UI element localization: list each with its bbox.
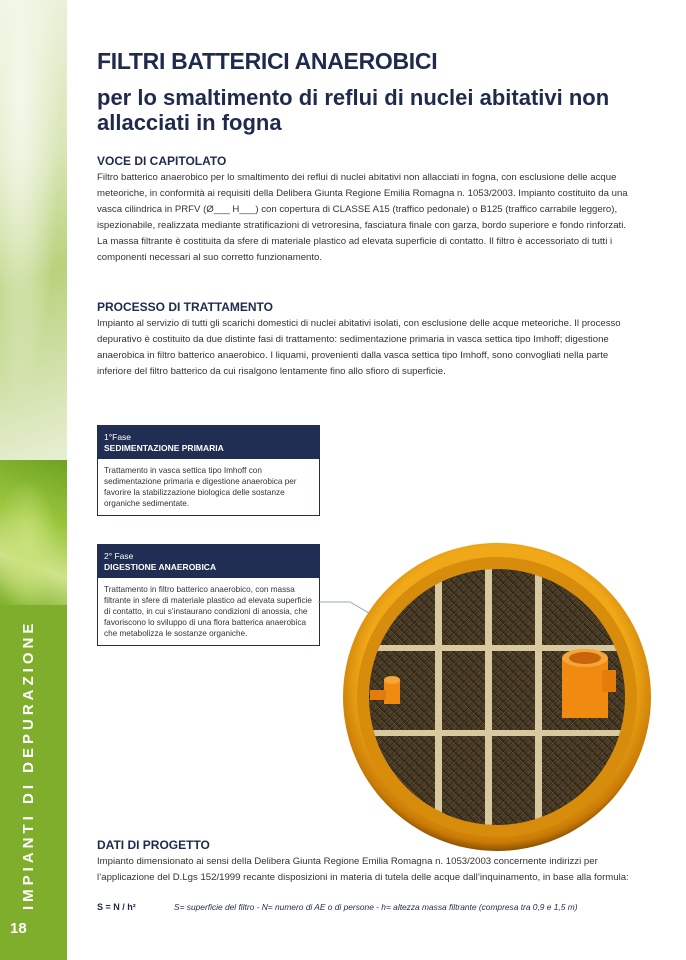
sidebar-leaf-photo-top [0, 0, 67, 460]
phase-1-number: 1°Fase [104, 432, 132, 442]
page-title: FILTRI BATTERICI ANAEROBICI [97, 48, 438, 74]
phase-2-number: 2° Fase [104, 551, 134, 561]
formula-legend: S= superficie del filtro - N= numero di AE o di persone - h= altezza massa filtrante (compresa tra 0,9 e 1,5 m) [174, 902, 578, 912]
phase-1-name: SEDIMENTAZIONE PRIMARIA [104, 443, 224, 453]
phase-1-text: Trattamento in vasca settica tipo Imhoff con sedimentazione primaria e digestione anaerobica per favorire la stabilizzazione biologica delle sostanze organiche sedimentate. [104, 466, 297, 508]
dati-text: Impianto dimensionato ai sensi della Delibera Giunta Regione Emilia Romagna n. 1053/2003 concernente indirizzi per l’applicazione del D.Lgs 152/1999 recante disposizioni in materia di tutela delle acque dall’inquinamento, in base alla formula: [97, 856, 629, 883]
processo-heading: PROCESSO DI TRATTAMENTO [97, 300, 274, 314]
phase-1-box [97, 425, 320, 516]
voce-text: Filtro batterico anaerobico per lo smaltimento dei reflui di nuclei abitativi non allacciati in fogna, con esclusione delle acque meteoriche, in conformità ai requisiti della Delibera Giunta Regione Emilia Romagna n. 1053/2003. Impianto costituito da una vasca cilindrica in PRFV (Ø___ H___) con copertura di CLASSE A15 (traffico pedonale) o B125 (traffico carrabile leggero), ispezionabile, realizzata mediante stratificazioni di vetroresina, fasciatura finale con garza, bordo superiore e fondo rinforzati. La massa filtrante è costituita da sfere di materiale plastico ad elevata superficie di contatto. Il filtro è accessoriato di tutti i componenti necessari al suo corretto funzionamento. [97, 172, 628, 263]
phase-2-header [98, 545, 319, 578]
phase-2-text: Trattamento in filtro batterico anaerobico, con massa filtrante in sfere di materiale plastico ad elevata superficie di contatto, in cui s’instaurano condizioni di anossia, che favoriscono lo sviluppo di una flora batterica anaerobica che metabolizza le sostanze organiche. [104, 585, 312, 638]
page-number: 18 [10, 920, 27, 937]
sidebar-section-label: IMPIANTI DI DEPURAZIONE [20, 619, 37, 910]
filter-tank-photo [340, 540, 655, 855]
outlet-pipe [562, 649, 616, 718]
phase-2-name: DIGESTIONE ANAEROBICA [104, 562, 217, 572]
formula-equation: S = N / h² [97, 902, 136, 912]
phase-1-header [98, 426, 319, 459]
sidebar [0, 0, 67, 960]
dati-heading: DATI DI PROGETTO [97, 838, 210, 852]
sidebar-leaf-photo-bottom [0, 460, 67, 605]
page-subtitle: per lo smaltimento di reflui di nuclei abitativi non allacciati in fogna [97, 85, 610, 135]
processo-text: Impianto al servizio di tutti gli scarichi domestici di nuclei abitativi isolati, con esclusione delle acque meteoriche. Il processo depurativo è costituito da due distinte fasi di trattamento: sedimentazione primaria in vasca settica tipo Imhoff; digestione anaerobica in filtro batterico anaerobico. I liquami, provenienti dalla vasca settica tipo Imhoff, sono convogliati nella parte inferiore del filtro batterico da cui risalgono lentamente fino allo sfioro di superficie. [97, 318, 621, 377]
phase-2-box [97, 544, 320, 646]
voce-heading: VOCE DI CAPITOLATO [97, 154, 227, 168]
